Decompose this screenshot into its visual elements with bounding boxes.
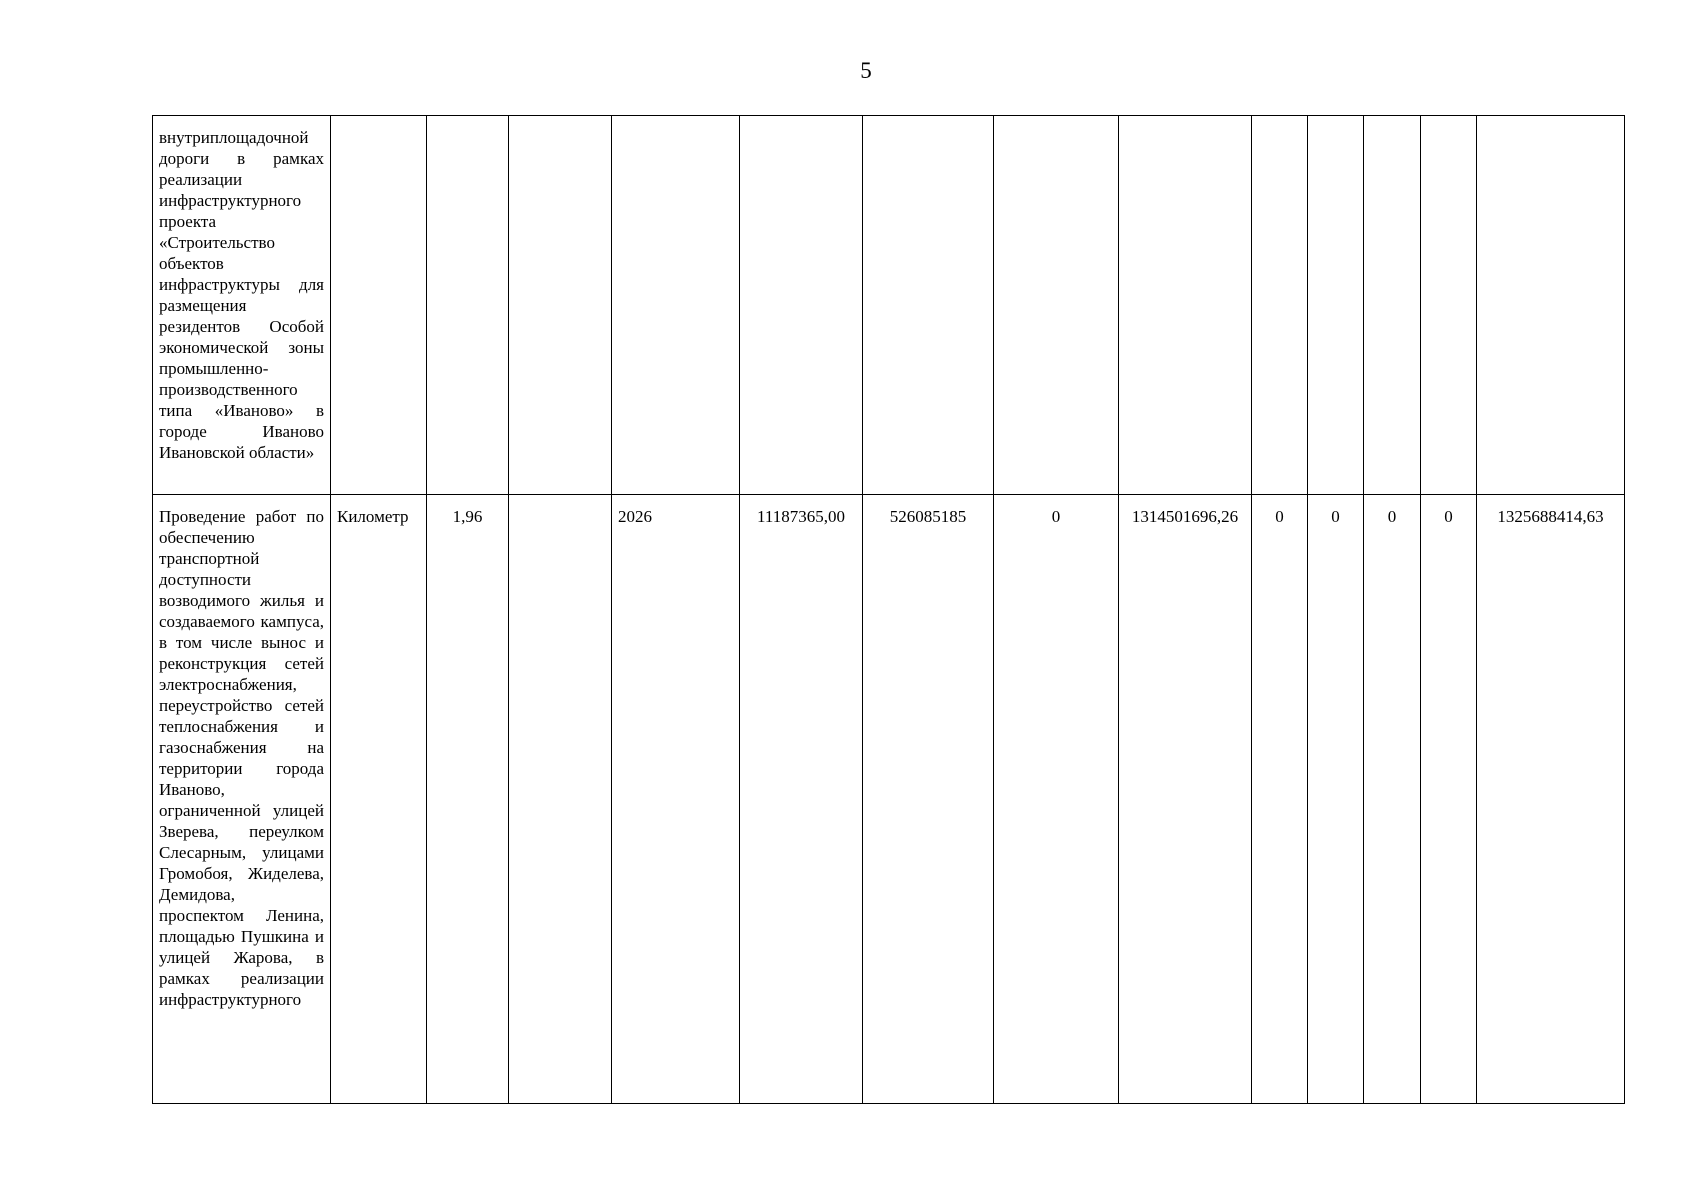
year-cell: 2026 [612,495,740,1104]
value-cell [863,116,994,495]
description-cell [153,495,331,1104]
unit-cell: Километр [331,495,427,1104]
description-text: Проведение работ по обеспечению транспортной доступности возводимого жилья и создаваемого кампуса, в том числе вынос и реконструкция сетей электроснабжения, переустройство сетей теплоснабжения и газоснабжения на территории города Иваново, ограниченной улицей Зверева, переулком Слесарным, улицами Громобоя, Жиделева, Демидова, проспектом Ленина, площадью Пушкина и улицей Жарова, в рамках реализации инфраструктурного [159,507,324,1009]
value-cell [1308,116,1364,495]
empty-cell [509,495,612,1104]
value-cell [1364,116,1421,495]
value-cell [1252,116,1308,495]
value-cell: 0 [1252,495,1308,1104]
value-cell: 11187365,00 [740,495,863,1104]
description-text: внутриплощадочной дороги в рамках реализации инфраструктурного проекта «Строительство объектов инфраструктуры для размещения резидентов Особой экономической зоны промышленно-производственного типа «Иваново» в городе Иваново Ивановской области» [159,128,324,462]
value-cell: 526085185 [863,495,994,1104]
description-cell [153,116,331,495]
value-cell: 0 [994,495,1119,1104]
value-cell: 0 [1421,495,1477,1104]
total-cell: 1325688414,63 [1477,495,1625,1104]
value-cell [994,116,1119,495]
table-row [153,116,1625,495]
value-cell [740,116,863,495]
value-cell: 0 [1308,495,1364,1104]
data-table [152,115,1625,1104]
value-cell [1421,116,1477,495]
table-row [153,495,1625,1104]
total-cell [1477,116,1625,495]
value-cell: 1314501696,26 [1119,495,1252,1104]
page-number: 5 [860,58,872,83]
value-cell [1119,116,1252,495]
unit-cell [331,116,427,495]
year-cell [612,116,740,495]
quantity-cell [427,116,509,495]
quantity-cell: 1,96 [427,495,509,1104]
empty-cell [509,116,612,495]
value-cell: 0 [1364,495,1421,1104]
